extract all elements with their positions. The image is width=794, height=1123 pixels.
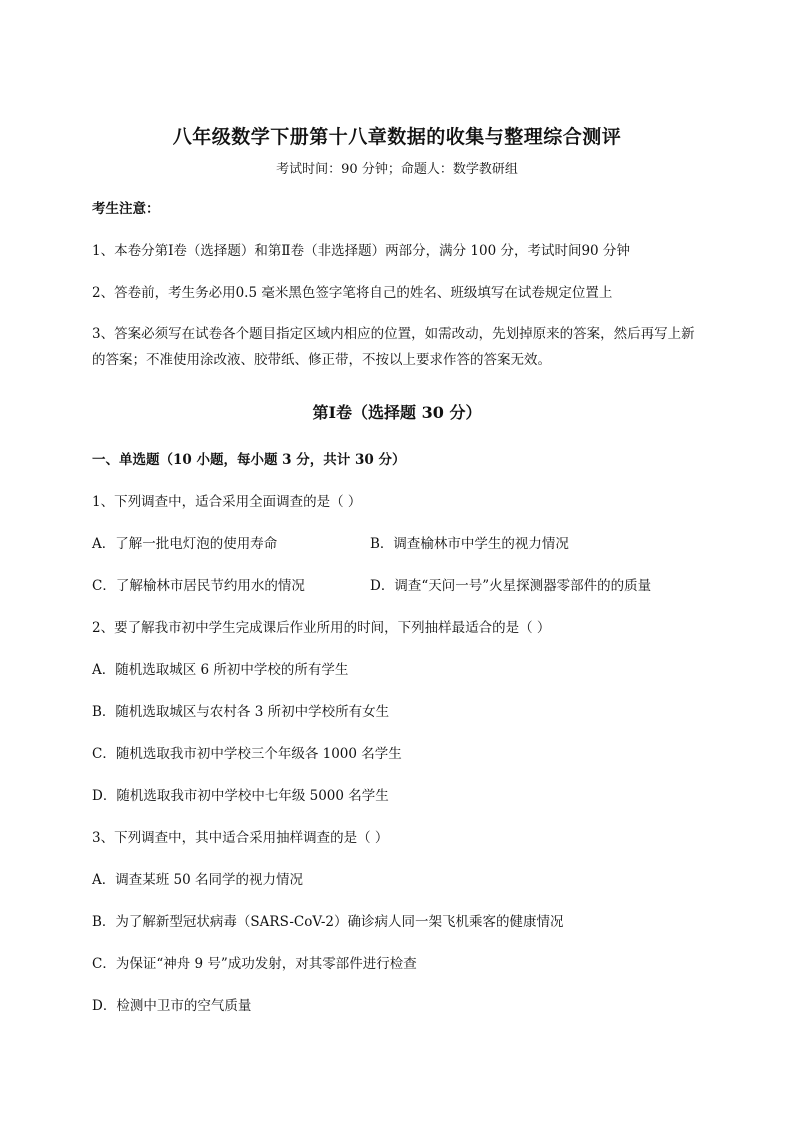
notice-item-2: 2、答卷前，考生务必用0.5 毫米黑色签字笔将自己的姓名、班级填写在试卷规定位置上 xyxy=(92,285,613,301)
question-1-stem: 1、下列调查中，适合采用全面调查的是（ ） xyxy=(92,494,362,510)
notice-item-3: 3、答案必须写在试卷各个题目指定区域内相应的位置，如需改动，先划掉原来的答案，然后再写上新的答案；不准使用涂改液、胶带纸、修正带，不按以上要求作答的答案无效。 xyxy=(92,326,695,368)
question-2-option-b: B．随机选取城区与农村各 3 所初中学校所有女生 xyxy=(92,704,390,720)
notice-heading: 考生注意： xyxy=(92,201,160,217)
question-2-option-a: A．随机选取城区 6 所初中学校的所有学生 xyxy=(92,662,349,678)
question-3-option-c: C．为保证“神舟 9 号”成功发射，对其零部件进行检查 xyxy=(92,956,417,972)
question-1-option-a: A．了解一批电灯泡的使用寿命 xyxy=(92,536,278,552)
exam-title: 八年级数学下册第十八章数据的收集与整理综合测评 xyxy=(172,126,622,148)
part-heading: 一、单选题（10 小题，每小题 3 分，共计 30 分） xyxy=(92,452,406,468)
question-3-stem: 3、下列调查中，其中适合采用抽样调查的是（ ） xyxy=(92,830,389,846)
notice-item-1: 1、本卷分第Ⅰ卷（选择题）和第Ⅱ卷（非选择题）两部分，满分 100 分，考试时间90 分钟 xyxy=(92,243,630,259)
question-3-option-a: A．调查某班 50 名同学的视力情况 xyxy=(92,872,304,888)
exam-subtitle: 考试时间：90 分钟；命题人：数学教研组 xyxy=(276,162,518,177)
question-2-option-d: D．随机选取我市初中学校中七年级 5000 名学生 xyxy=(92,788,389,804)
question-1-option-c: C．了解榆林市居民节约用水的情况 xyxy=(92,578,305,594)
question-3-option-b: B．为了解新型冠状病毒（SARS-CoV-2）确诊病人同一架飞机乘客的健康情况 xyxy=(92,914,564,930)
section-title: 第Ⅰ卷（选择题 30 分） xyxy=(312,403,482,422)
question-3-option-d: D．检测中卫市的空气质量 xyxy=(92,998,252,1014)
question-1-option-d: D．调查“天问一号”火星探测器零部件的的质量 xyxy=(370,578,652,594)
question-2-stem: 2、要了解我市初中学生完成课后作业所用的时间，下列抽样最适合的是（ ） xyxy=(92,620,551,636)
question-2-option-c: C．随机选取我市初中学校三个年级各 1000 名学生 xyxy=(92,746,402,762)
question-1-option-b: B．调查榆林市中学生的视力情况 xyxy=(370,536,569,552)
